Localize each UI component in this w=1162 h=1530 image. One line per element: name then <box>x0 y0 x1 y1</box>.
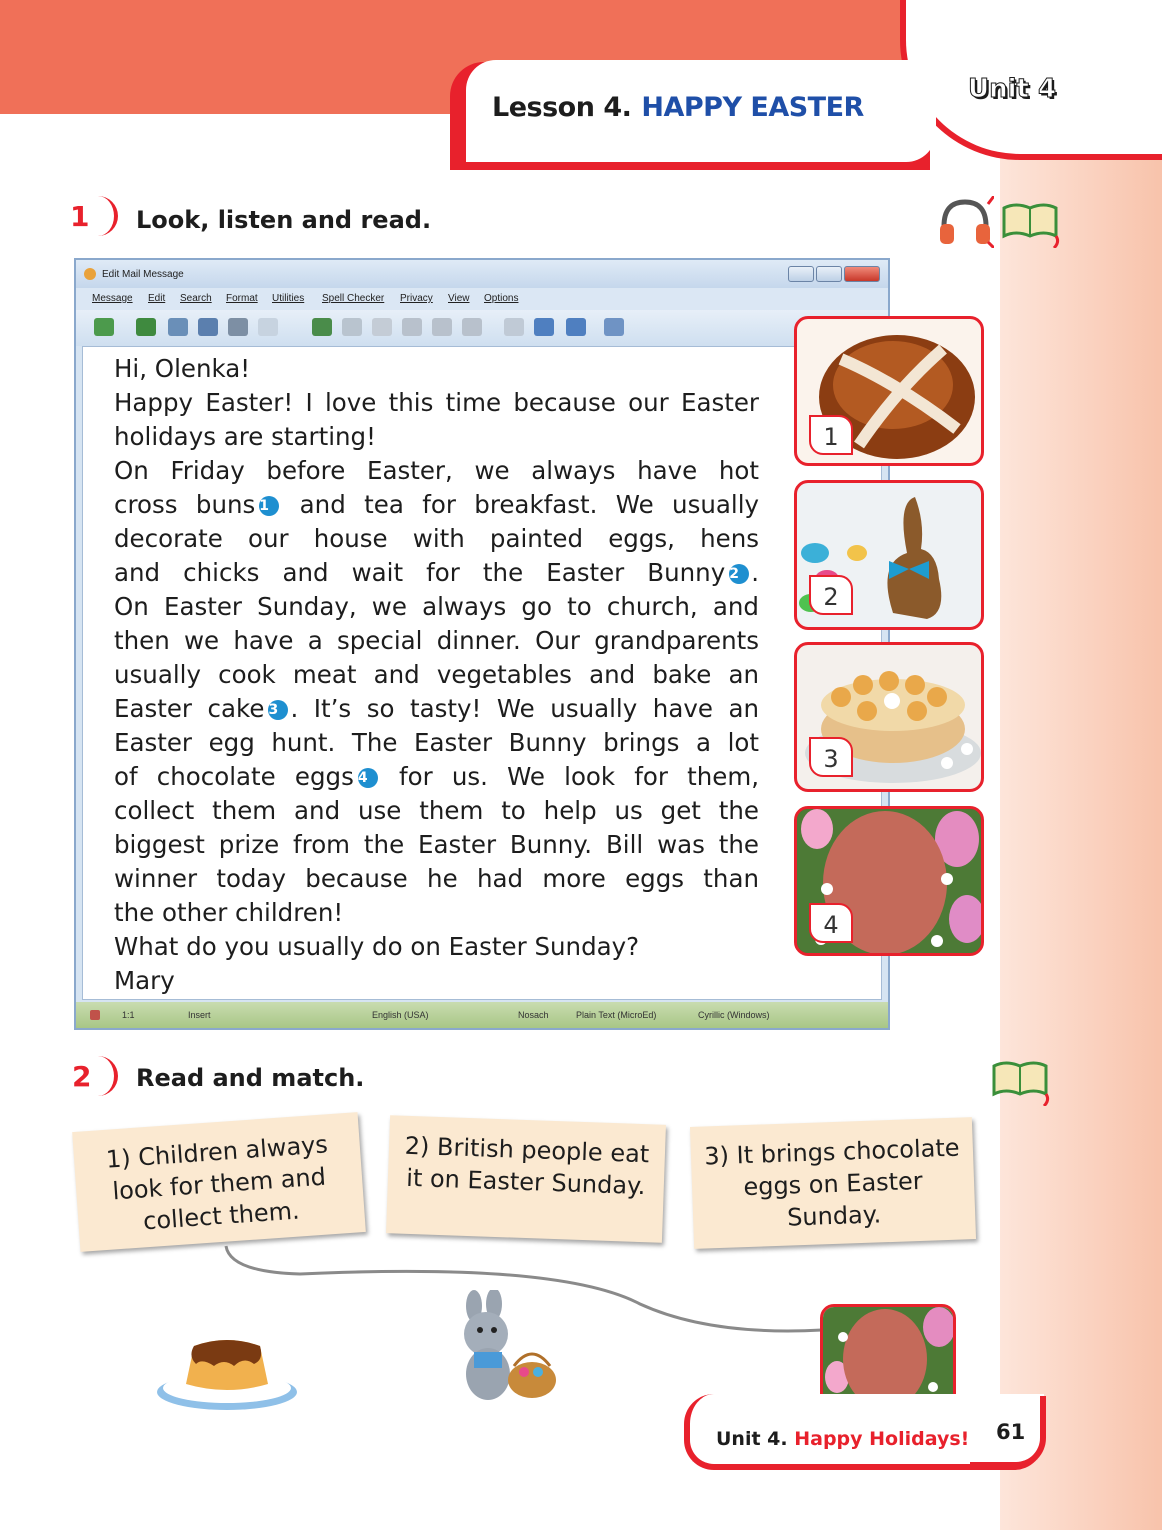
match-card-1: 1) Children always look for them and collect them. <box>72 1112 366 1252</box>
photo-number: 4 <box>809 903 853 943</box>
marker-2: 2 <box>729 564 749 584</box>
marker-1: 1 <box>259 496 279 516</box>
letter-fragment: . It’s so tasty! We usually have an <box>290 694 759 723</box>
status-format: Plain Text (MicroEd) <box>576 1010 657 1020</box>
exercise-2-number: 2 <box>72 1060 92 1093</box>
status-encoding: Cyrillic (Windows) <box>698 1010 770 1020</box>
status-user: Nosach <box>518 1010 549 1020</box>
footer-unit-name: Happy Holidays! <box>794 1428 970 1450</box>
status-mode: Insert <box>188 1010 211 1020</box>
letter-fragment: cross buns <box>114 490 256 519</box>
letter-line: decorate our house with painted eggs, hens <box>114 524 759 553</box>
lesson-label: Lesson 4. <box>492 92 632 123</box>
marker-3: 3 <box>268 700 288 720</box>
letter-fragment: of chocolate eggs <box>114 762 354 791</box>
match-card-3: 3) It brings chocolate eggs on Easter Sunday. <box>690 1117 976 1249</box>
marker-4: 4 <box>358 768 378 788</box>
letter-line: biggest prize from the Easter Bunny. Bill was the <box>114 830 759 859</box>
match-card-2: 2) British people eat it on Easter Sunday. <box>386 1115 666 1243</box>
letter-line: On Friday before Easter, we always have hot <box>114 456 759 485</box>
pudding-picture[interactable] <box>154 1326 300 1416</box>
easter-bunny-picture[interactable] <box>444 1290 564 1410</box>
letter-greeting: Hi, Olenka! <box>114 354 251 383</box>
menu-options[interactable]: Options <box>484 293 519 304</box>
letter-fragment: and chicks and wait for the Easter Bunny <box>114 558 726 587</box>
photo-number: 2 <box>809 575 853 615</box>
letter-line: holidays are starting! <box>114 422 376 451</box>
lesson-name: HAPPY EASTER <box>641 92 864 123</box>
menu-privacy[interactable]: Privacy <box>400 293 433 304</box>
unit-badge: Unit 4 <box>968 74 1057 104</box>
menu-search[interactable]: Search <box>180 293 212 304</box>
letter-line: winner today because he had more eggs than <box>114 864 759 893</box>
letter-signature: Mary <box>114 966 175 995</box>
letter-line: usually cook meat and vegetables and bake an <box>114 660 759 689</box>
menu-message[interactable]: Message <box>92 293 133 304</box>
menu-utilities[interactable]: Utilities <box>272 293 305 304</box>
exercise-2-instruction: Read and match. <box>136 1064 365 1092</box>
mail-window-title: Edit Mail Message <box>102 269 184 280</box>
letter-line: On Easter Sunday, we always go to church, and <box>114 592 759 621</box>
menu-edit[interactable]: Edit <box>148 293 166 304</box>
letter-fragment: for us. We look for them, <box>399 762 759 791</box>
exercise-1-instruction: Look, listen and read. <box>136 206 432 234</box>
letter-line: then we have a special dinner. Our grandparents <box>114 626 759 655</box>
letter-line: the other children! <box>114 898 344 927</box>
footer-unit-label: Unit 4. <box>716 1428 788 1450</box>
status-position: 1:1 <box>122 1010 135 1020</box>
exercise-1-number: 1 <box>70 200 90 233</box>
menu-spell-checker[interactable]: Spell Checker <box>322 293 385 304</box>
letter-line: Easter egg hunt. The Easter Bunny brings a lot <box>114 728 759 757</box>
letter-line: What do you usually do on Easter Sunday? <box>114 932 640 961</box>
footer-unit-title <box>716 1428 969 1450</box>
letter-line: Happy Easter! I love this time because our Easter <box>114 388 759 417</box>
page-number: 61 <box>996 1420 1026 1444</box>
status-language: English (USA) <box>372 1010 429 1020</box>
letter-fragment: Easter cake <box>114 694 265 723</box>
letter-line: collect them and use them to help us get the <box>114 796 759 825</box>
letter-line: and chicks and wait for the Easter Bunny 2 . <box>114 558 759 587</box>
letter-fragment: and tea for breakfast. We usually <box>299 490 759 519</box>
menu-format[interactable]: Format <box>226 293 258 304</box>
photo-number: 3 <box>809 737 853 777</box>
menu-view[interactable]: View <box>448 293 470 304</box>
photo-number: 1 <box>809 415 853 455</box>
